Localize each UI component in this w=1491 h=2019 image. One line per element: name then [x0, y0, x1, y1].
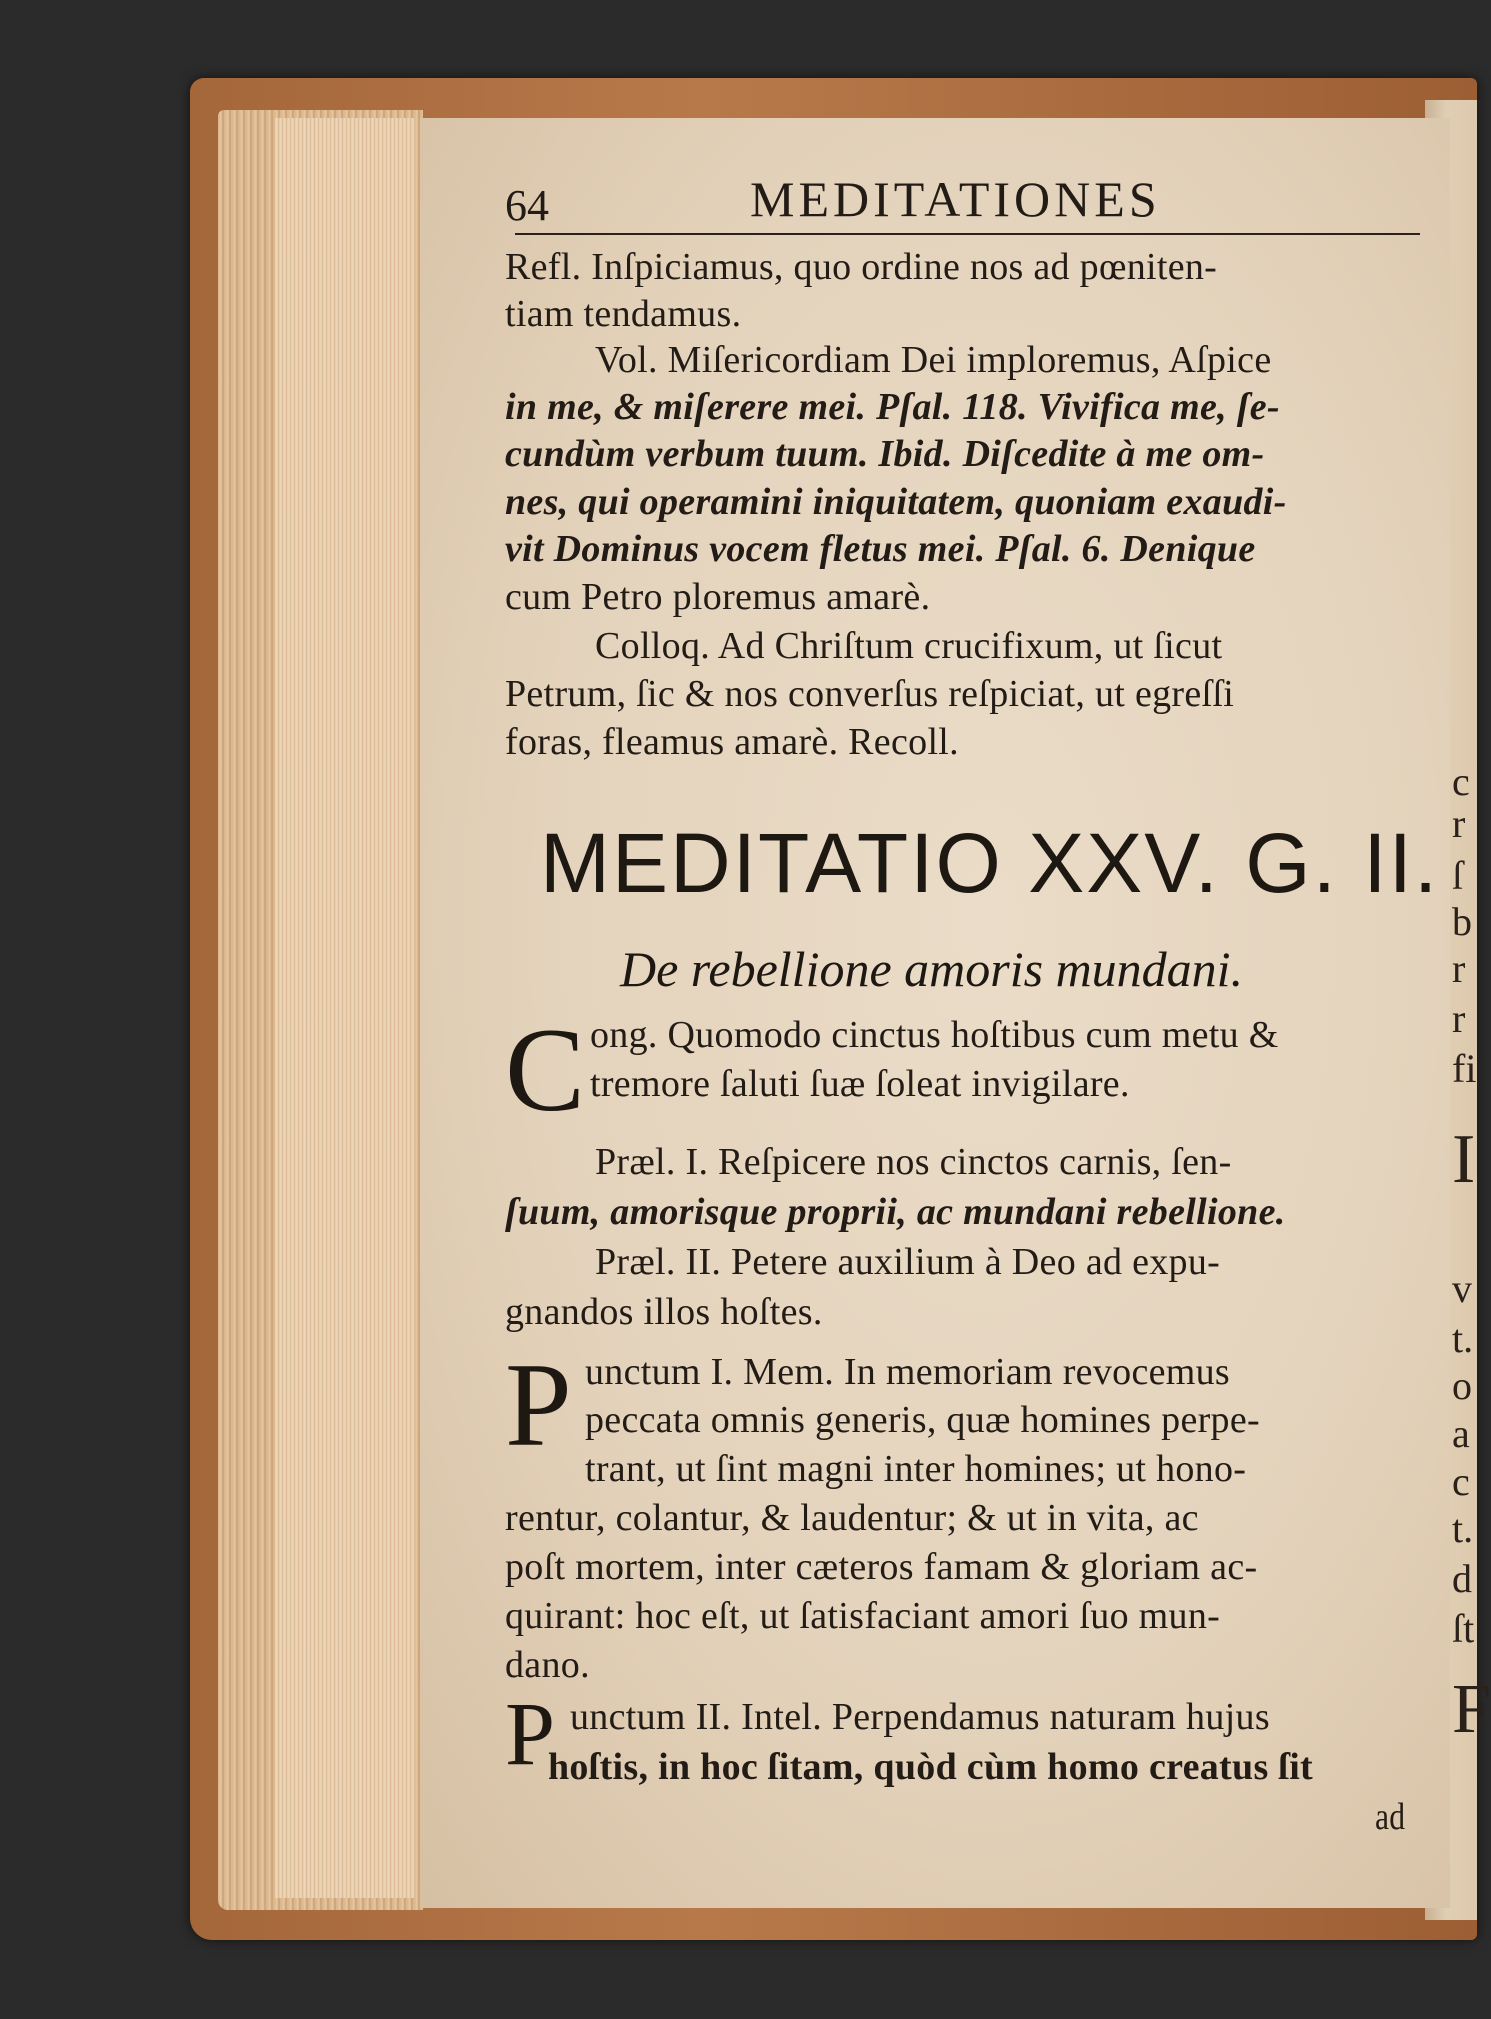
text-line: Petrum, ſic & nos converſus reſpiciat, ut egreſſi: [505, 673, 1235, 715]
facing-letter: fi: [1452, 1046, 1477, 1091]
text-line: ſuum, amorisque proprii, ac mundani rebellione.: [505, 1191, 1286, 1233]
running-title: MEDITATIONES: [750, 171, 1161, 227]
text-line: quirant: hoc eſt, ut ſatisfaciant amori ſuo mun-: [505, 1595, 1221, 1637]
facing-letter: F: [1452, 1671, 1491, 1748]
text-line: tiam tendamus.: [505, 293, 742, 335]
text-line: gnandos illos hoſtes.: [505, 1291, 823, 1333]
text-line: dano.: [505, 1644, 590, 1686]
facing-letter: t.: [1452, 1316, 1474, 1361]
text-line: Præl. II. Petere auxilium à Deo ad expu-: [595, 1241, 1221, 1283]
facing-letter: t.: [1452, 1506, 1474, 1551]
running-head: [505, 170, 1425, 240]
facing-letter: r: [1452, 996, 1466, 1041]
facing-letter: b: [1452, 899, 1472, 944]
facing-letter: c: [1452, 759, 1470, 804]
text-line: vit Dominus vocem fletus mei. Pſal. 6. Denique: [505, 528, 1256, 570]
facing-letter: I: [1452, 1121, 1476, 1198]
dropcap-p: P: [505, 1338, 572, 1471]
text-line: rentur, colantur, & laudentur; & ut in vita, ac: [505, 1497, 1199, 1539]
text-line: unctum II. Intel. Perpendamus naturam hujus: [570, 1696, 1270, 1738]
text-line: Colloq. Ad Chriſtum crucifixum, ut ſicut: [595, 625, 1223, 667]
text-line: foras, fleamus amarè. Recoll.: [505, 721, 959, 763]
header-rule: [515, 233, 1420, 235]
text-line: ong. Quomodo cinctus hoſtibus cum metu &: [590, 1014, 1279, 1056]
facing-letter: r: [1452, 801, 1466, 846]
facing-letter: a: [1452, 1411, 1470, 1456]
facing-letter: ſt: [1452, 1606, 1475, 1651]
dropcap-p: P: [505, 1685, 556, 1784]
facing-letter: v: [1452, 1266, 1472, 1311]
text-line: in me, & miſerere mei. Pſal. 118. Vivifica me, ſe-: [505, 386, 1280, 428]
meditation-subheading: De rebellione amoris mundani.: [620, 941, 1244, 997]
page-number: 64: [505, 181, 549, 230]
meditation-heading: MEDITATIO XXV. G. II.: [540, 816, 1440, 910]
text-line: trant, ut ſint magni inter homines; ut hono-: [585, 1448, 1247, 1490]
facing-letter: r: [1452, 946, 1466, 991]
text-line: Refl. Inſpiciamus, quo ordine nos ad pœniten-: [505, 246, 1218, 288]
facing-letter: ſ: [1452, 853, 1464, 898]
text-line: cundùm verbum tuum. Ibid. Diſcedite à me om-: [505, 433, 1265, 475]
catchword: ad: [1375, 1796, 1406, 1838]
text-line: tremore ſaluti ſuæ ſoleat invigilare.: [590, 1063, 1130, 1105]
text-line: peccata omnis generis, quæ homines perpe-: [585, 1399, 1260, 1441]
facing-letter: c: [1452, 1459, 1470, 1504]
text-line: unctum I. Mem. In memoriam revocemus: [585, 1351, 1231, 1393]
text-line: cum Petro ploremus amarè.: [505, 576, 931, 618]
text-line: nes, qui operamini iniquitatem, quoniam exaudi-: [505, 481, 1287, 523]
page-edges-inner: [275, 118, 415, 1898]
text-line: hoſtis, in hoc ſitam, quòd cùm homo creatus ſit: [548, 1746, 1314, 1788]
text-line: Præl. I. Reſpicere nos cinctos carnis, ſen-: [595, 1141, 1232, 1183]
facing-letter: o: [1452, 1363, 1472, 1408]
dropcap-c: C: [505, 1003, 586, 1136]
text-line: poſt mortem, inter cæteros famam & gloriam ac-: [505, 1546, 1258, 1588]
text-line: Vol. Miſericordiam Dei imploremus, Aſpice: [595, 339, 1272, 381]
facing-letter: d: [1452, 1556, 1472, 1601]
